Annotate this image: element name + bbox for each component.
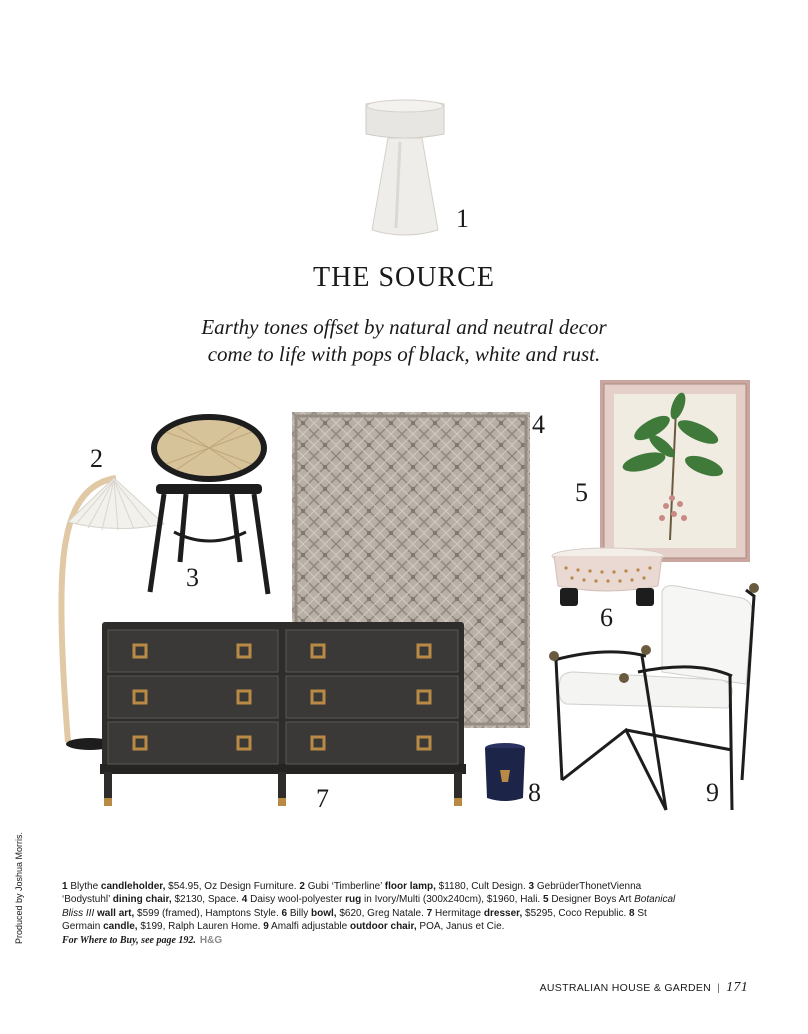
caption-text: $5295, Coco Republic. — [522, 907, 629, 919]
caption-product: outdoor chair, — [349, 921, 417, 933]
caption-num-2: 2 — [299, 881, 305, 892]
page-subtitle — [150, 314, 658, 368]
caption-num-9: 9 — [263, 921, 269, 933]
subtitle-line-1: Earthy tones offset by natural and neutral decor — [201, 315, 607, 339]
caption-text: GebrüderThonetVienna ‘Bodystuhl’ — [62, 881, 642, 906]
item-number-5: 5 — [575, 478, 588, 507]
caption-text: $620, Greg Natale. — [336, 907, 427, 919]
item-number-6: 6 — [600, 603, 613, 632]
page-number: 171 — [726, 980, 748, 995]
caption-text: $599 (framed), Hamptons Style. — [134, 907, 282, 919]
caption-text: Gubi ‘Timberline’ — [304, 881, 385, 892]
caption-text: POA, Janus et Cie. — [416, 921, 505, 933]
caption-text: Designer Boys Art — [548, 894, 635, 906]
page-title: THE SOURCE — [313, 262, 495, 293]
caption-num-1: 1 — [62, 881, 68, 892]
where-to-buy — [62, 934, 682, 947]
caption-text: Amalfi adjustable — [268, 921, 350, 933]
outdoor-chair-image — [546, 580, 762, 824]
item-number-2: 2 — [90, 444, 103, 473]
caption-num-5: 5 — [542, 894, 549, 906]
caption-num-7: 7 — [426, 907, 433, 919]
caption-product: candleholder, — [100, 881, 166, 892]
caption-product: candle, — [103, 921, 138, 933]
caption-text: $2130, Space. — [171, 894, 242, 906]
caption-text: St Germain — [62, 907, 647, 933]
caption-text: $1180, Cult Design. — [435, 881, 529, 892]
candleholder-image — [360, 98, 450, 243]
item-number-8: 8 — [528, 778, 541, 807]
caption-text: Billy — [287, 907, 312, 919]
product-caption — [62, 880, 682, 947]
caption-text: in Ivory/Multi (300x240cm), $1960, Hali. — [361, 894, 543, 906]
item-number-4: 4 — [532, 410, 545, 439]
caption-num-6: 6 — [281, 907, 288, 919]
where-to-buy-text: For Where to Buy, see page 192. — [62, 934, 196, 946]
page-footer — [540, 980, 748, 996]
caption-product: bowl, — [311, 907, 337, 919]
producer-credit: Produced by Joshua Morris. — [14, 831, 24, 944]
item-number-7: 7 — [316, 784, 329, 813]
caption-product: rug — [345, 894, 362, 906]
caption-text: Daisy wool-polyester — [247, 894, 346, 906]
candle-image — [482, 742, 528, 804]
hg-logo: H&G — [199, 934, 223, 946]
subtitle-line-2: come to life with pops of black, white and rust. — [207, 342, 601, 366]
item-number-1: 1 — [456, 204, 469, 233]
caption-product: floor lamp, — [384, 881, 436, 892]
item-number-9: 9 — [706, 778, 719, 807]
magazine-name: AUSTRALIAN HOUSE & GARDEN — [539, 982, 712, 994]
caption-num-4: 4 — [241, 894, 248, 906]
caption-artwork-title: Botanical Bliss III — [62, 894, 676, 919]
wall-art-image — [600, 380, 750, 562]
caption-text: Blythe — [67, 881, 101, 892]
caption-num-8: 8 — [629, 907, 635, 919]
dresser-image — [100, 620, 466, 808]
caption-text: $54.95, Oz Design Furniture. — [165, 881, 300, 892]
caption-product: wall art, — [94, 907, 135, 919]
caption-product: dining chair, — [112, 894, 172, 906]
dining-chair-image — [146, 412, 272, 596]
caption-num-3: 3 — [528, 881, 535, 892]
footer-divider: | — [717, 982, 721, 994]
caption-product: dresser, — [483, 907, 523, 919]
caption-text: $199, Ralph Lauren Home. — [137, 921, 264, 933]
caption-text: Hermitage — [432, 907, 484, 919]
item-number-3: 3 — [186, 563, 199, 592]
